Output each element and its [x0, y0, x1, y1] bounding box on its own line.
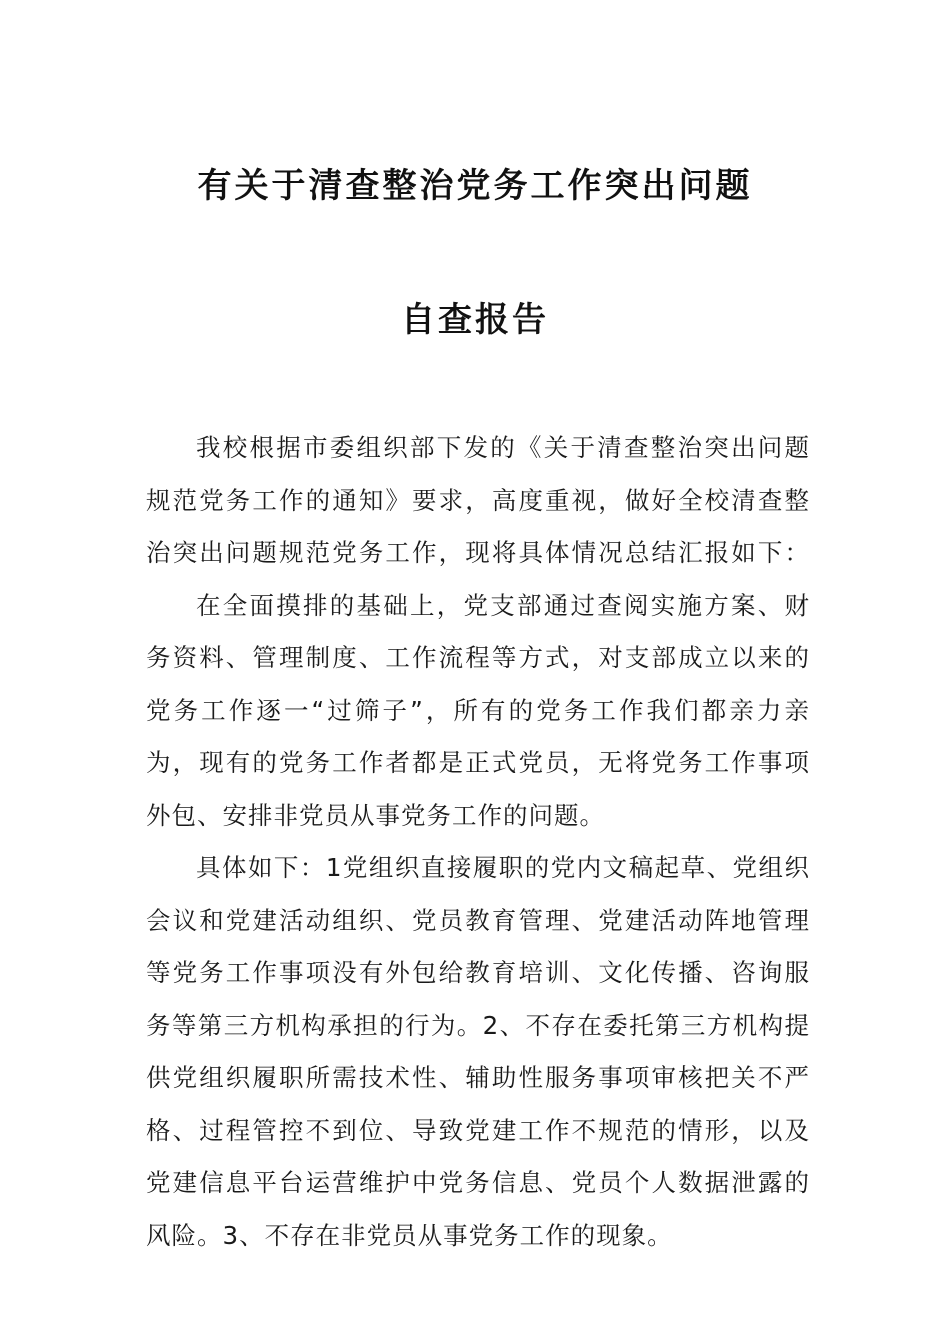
- paragraph-2-line-1: 在全面摸排的基础上，党支部通过查阅实施方案、财: [196, 590, 810, 620]
- document-title-line-2: 自查报告: [401, 300, 549, 340]
- document-body: [146, 422, 810, 1262]
- paragraph-2-line-2: 务资料、管理制度、工作流程等方式，对支部成立以来的: [146, 643, 810, 672]
- paragraph-2-line-4: 为，现有的党务工作者都是正式党员，无将党务工作事项: [146, 748, 810, 777]
- paragraph-1-line-1: 我校根据市委组织部下发的《关于清查整治突出问题: [196, 433, 810, 462]
- paragraph-3-line-8: 风险。3、不存在非党员从事党务工作的现象。: [146, 1220, 673, 1250]
- paragraph-3-line-7: 党建信息平台运营维护中党务信息、党员个人数据泄露的: [146, 1168, 810, 1197]
- document-title-line-1: 有关于清查整治党务工作突出问题: [197, 166, 753, 206]
- paragraph-2-line-5: 外包、安排非党员从事党务工作的问题。: [146, 800, 605, 830]
- paragraph-1-line-2: 规范党务工作的通知》要求，高度重视，做好全校清查整: [146, 485, 810, 515]
- paragraph-3-line-4: 务等第三方机构承担的行为。2、不存在委托第三方机构提: [146, 1010, 810, 1040]
- paragraph-1-line-3: 治突出问题规范党务工作，现将具体情况总结汇报如下：: [146, 538, 810, 567]
- paragraph-3-line-6: 格、过程管控不到位、导致党建工作不规范的情形，以及: [146, 1115, 810, 1145]
- paragraph-3-line-5: 供党组织履职所需技术性、辅助性服务事项审核把关不严: [146, 1063, 810, 1092]
- paragraph-3-line-3: 等党务工作事项没有外包给教育培训、文化传播、咨询服: [146, 958, 810, 987]
- paragraph-3-line-2: 会议和党建活动组织、党员教育管理、党建活动阵地管理: [146, 905, 810, 935]
- paragraph-2-line-3: 党务工作逐一“过筛子”，所有的党务工作我们都亲力亲: [146, 695, 810, 725]
- paragraph-3-line-1: 具体如下：1党组织直接履职的党内文稿起草、党组织: [196, 853, 810, 882]
